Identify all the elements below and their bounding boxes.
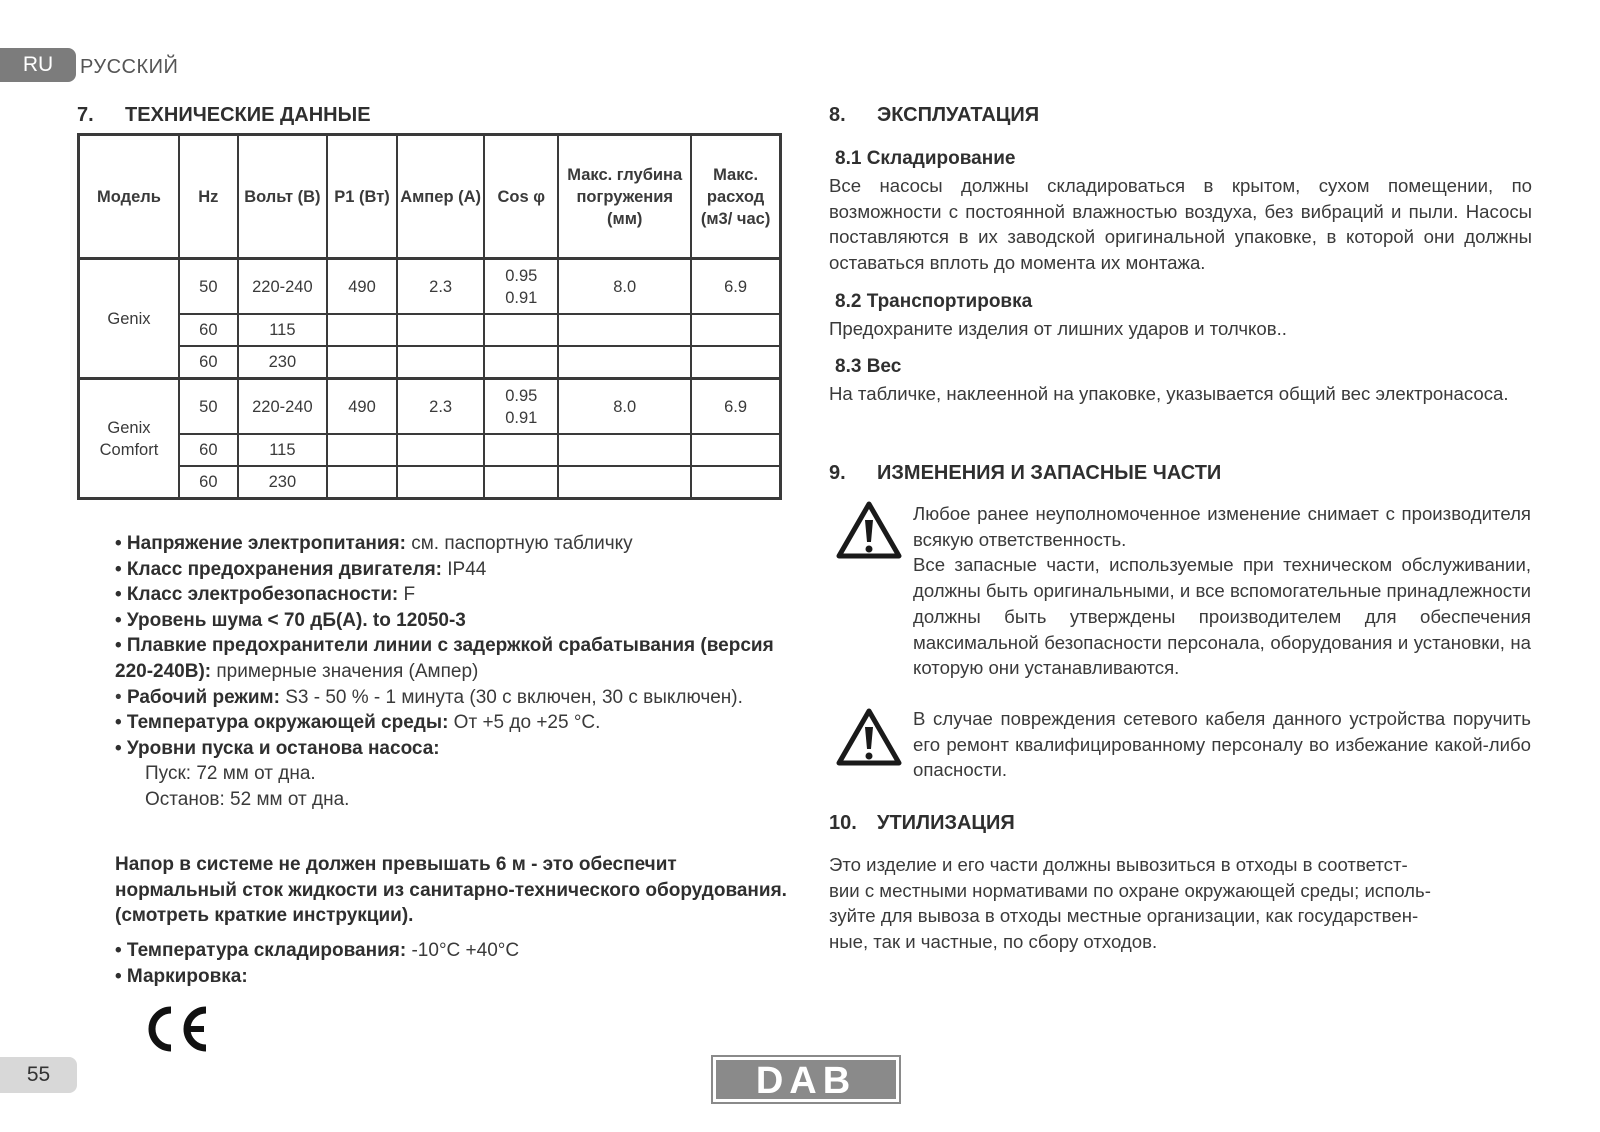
list-item: • Класс электробезопасности: F	[115, 584, 416, 606]
table-cell: 6.9	[691, 259, 780, 315]
subsection-8-2-text: Предохраните изделия от лишних ударов и толчков..	[829, 318, 1287, 339]
table-row	[79, 466, 781, 499]
section-number: 8.	[829, 104, 846, 126]
dab-logo-fill	[716, 1060, 896, 1099]
table-cell: 8.0	[558, 379, 691, 435]
table-cell	[327, 434, 397, 466]
text-line: вии с местными нормативами по охране окружающей среды; исполь-	[829, 879, 1431, 901]
table-cell	[691, 314, 780, 346]
table-cell: 8.0	[558, 259, 691, 315]
table-cell: 115	[238, 434, 327, 466]
table-cell	[327, 314, 397, 346]
table-cell: 60	[179, 466, 238, 499]
text-line: зуйте для вывоза в отходы местные организации, как государствен-	[829, 905, 1419, 927]
table-cell: 0.95 0.91	[484, 379, 558, 435]
list-item: • Класс предохранения двигателя: IP44	[115, 558, 487, 580]
header-cell: Cos φ	[484, 135, 558, 259]
table-cell: 115	[238, 314, 327, 346]
header-cell: P1 (Вт)	[327, 135, 397, 259]
table-cell: 50	[179, 379, 238, 435]
spec-bullet-list-2	[115, 938, 795, 989]
table-cell	[558, 466, 691, 499]
list-item: • Уровень шума < 70 дБ(А). to 12050-3	[115, 609, 466, 631]
dab-logo	[711, 1055, 901, 1104]
list-item: • Маркировка:	[115, 965, 248, 987]
list-item: • Уровни пуска и останова насоса:	[115, 737, 440, 759]
section-number: 9.	[829, 462, 846, 484]
table-cell: 60	[179, 434, 238, 466]
subsection-8-2-title: 8.2 Транспортировка	[835, 291, 1033, 312]
list-item: • Температура складирования: -10°С +40°С	[115, 940, 520, 961]
table-cell	[327, 346, 397, 379]
table-cell	[327, 466, 397, 499]
section-8-heading	[829, 104, 1039, 127]
warning-icon	[835, 707, 903, 772]
table-header-row	[79, 135, 781, 259]
text-line: Это изделие и его части должны вывозиться в отходы в соответст-	[829, 854, 1408, 875]
table-cell	[484, 346, 558, 379]
table-cell: 60	[179, 314, 238, 346]
list-item: • Плавкие предохранители линии с задержкой срабатывания (версия 220-240В): примерные значения (Ампер)	[115, 635, 774, 682]
table-cell	[397, 434, 484, 466]
table-cell	[397, 346, 484, 379]
table-cell: 6.9	[691, 379, 780, 435]
table-row	[79, 259, 781, 315]
paragraph: Все запасные части, используемые при техническом обслуживании, должны быть оригинальными, и все вспомогательные принадлежности должны быть утверждены производителем для обеспечения максимальной безопасности персонала, оборудования и установки, на которую они устанавливаются.	[913, 554, 1531, 679]
table-cell: 60	[179, 346, 238, 379]
header-cell: Вольт (В)	[238, 135, 327, 259]
subsection-8-1-title: 8.1 Складирование	[835, 148, 1016, 169]
language-name: РУССКИЙ	[80, 56, 179, 78]
section-9-heading	[829, 462, 1221, 485]
table-cell	[484, 434, 558, 466]
table-cell	[558, 314, 691, 346]
header-cell: Макс. расход (м3/ час)	[691, 135, 780, 259]
list-item: • Напряжение электропитания: см. паспортную табличку	[115, 533, 633, 554]
table-row	[79, 314, 781, 346]
section-number: 7.	[77, 104, 94, 126]
table-cell	[397, 466, 484, 499]
warning-text-2: В случае повреждения сетевого кабеля данного устройства поручить его ремонт квалифицированному персоналу во избежание какой-либо опасности.	[913, 708, 1531, 781]
table-row	[79, 379, 781, 435]
list-item: • Рабочий режим: S3 - 50 % - 1 минута (30 с включен, 30 с выключен).	[115, 686, 743, 708]
page-number: 55	[0, 1057, 77, 1093]
disposal-text	[829, 852, 1532, 954]
tech-data-table	[77, 133, 782, 500]
table-row	[79, 346, 781, 379]
text-line: ные, так и частные, по сбору отходов.	[829, 930, 1158, 952]
table-cell: 2.3	[397, 379, 484, 435]
header-cell: Hz	[179, 135, 238, 259]
table-cell: 230	[238, 466, 327, 499]
warning-icon	[835, 500, 903, 565]
list-subitem: Останов: 52 мм от дна.	[145, 788, 350, 810]
table-cell	[558, 434, 691, 466]
ce-mark-icon	[140, 1005, 210, 1058]
warning-text-1	[913, 501, 1531, 681]
table-cell	[558, 346, 691, 379]
table-cell	[397, 314, 484, 346]
table-cell	[691, 346, 780, 379]
section-10-heading	[829, 812, 1015, 835]
header-cell: Макс. глубина погружения (мм)	[558, 135, 691, 259]
table-cell: 490	[327, 259, 397, 315]
pressure-note: Напор в системе не должен превышать 6 м - это обеспечит нормальный сток жидкости из санитарно-технического оборудования. (смотреть краткие инструкции).	[115, 854, 787, 927]
table-cell: 230	[238, 346, 327, 379]
header-cell: Ампер (А)	[397, 135, 484, 259]
table-cell	[484, 466, 558, 499]
list-item: • Температура окружающей среды: От +5 до +25 °С.	[115, 712, 601, 734]
spec-bullet-list	[115, 531, 795, 813]
table-cell	[691, 466, 780, 499]
language-code-tab: RU	[0, 48, 76, 82]
section-title: ИЗМЕНЕНИЯ И ЗАПАСНЫЕ ЧАСТИ	[877, 462, 1222, 484]
table-cell: 220-240	[238, 259, 327, 315]
section-7-heading	[77, 104, 371, 127]
table-cell: 50	[179, 259, 238, 315]
table-cell	[484, 314, 558, 346]
table-cell: 2.3	[397, 259, 484, 315]
table-row	[79, 434, 781, 466]
paragraph: Любое ранее неуполномоченное изменение снимает с производителя всякую ответственность.	[913, 503, 1531, 550]
subsection-8-3-title: 8.3 Вес	[835, 356, 902, 377]
section-title: УТИЛИЗАЦИЯ	[877, 812, 1015, 834]
table-cell: 220-240	[238, 379, 327, 435]
table-cell: 490	[327, 379, 397, 435]
header-cell: Модель	[79, 135, 179, 259]
model-cell: Genix	[79, 259, 179, 379]
subsection-8-3-text: На табличке, наклеенной на упаковке, указывается общий вес электронасоса.	[829, 383, 1509, 404]
section-number: 10.	[829, 812, 857, 834]
brand-text: DAB	[755, 1060, 857, 1099]
subsection-8-1-text: Все насосы должны складироваться в крытом, сухом помещении, по возможности с постоянной влажностью воздуха, без вибраций и пыли. Насосы поставляются в их заводской оригинальной упаковке, в которой они должны оставаться вплоть до момента их монтажа.	[829, 175, 1532, 273]
list-subitem: Пуск: 72 мм от дна.	[145, 763, 316, 785]
model-cell: Genix Comfort	[79, 379, 179, 499]
section-title: ТЕХНИЧЕСКИЕ ДАННЫЕ	[125, 104, 371, 126]
table-cell: 0.95 0.91	[484, 259, 558, 315]
table-cell	[691, 434, 780, 466]
section-title: ЭКСПЛУАТАЦИЯ	[877, 104, 1040, 126]
